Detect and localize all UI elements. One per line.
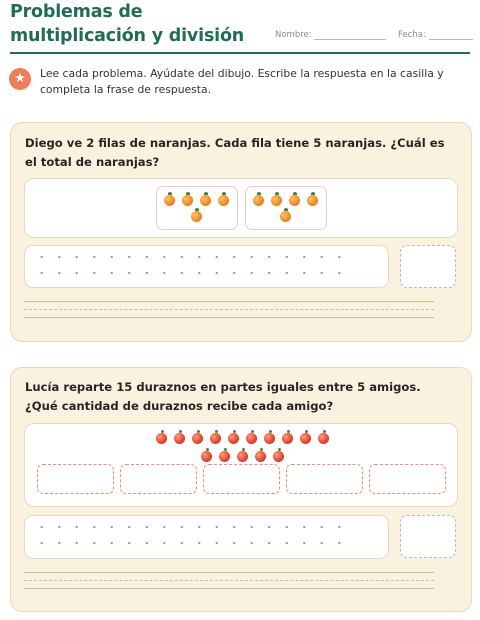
page-title: Problemas de multiplicación y división (10, 2, 245, 46)
date-field[interactable] (398, 30, 473, 40)
peach-icon (237, 451, 248, 462)
peach-icon (192, 433, 203, 444)
star-icon: ★ (9, 68, 31, 90)
share-box-2[interactable] (120, 464, 197, 494)
peach-icon (282, 433, 293, 444)
orange-icon (307, 195, 318, 206)
problem-2-work-area[interactable] (24, 515, 389, 559)
peach-icon (228, 433, 239, 444)
dot-row (33, 272, 345, 274)
answer-line[interactable] (24, 588, 434, 589)
problem-2-question: Lucía reparte 15 duraznos en partes iguales entre 5 amigos. ¿Qué cantidad de duraznos recibe cada amigo? (25, 380, 421, 413)
share-box-3[interactable] (203, 464, 280, 494)
peach-icon (174, 433, 185, 444)
share-box-4[interactable] (286, 464, 363, 494)
dot-row (33, 526, 345, 528)
orange-icon (271, 195, 282, 206)
orange-icon (200, 195, 211, 206)
name-line (314, 39, 386, 40)
share-box-1[interactable] (37, 464, 114, 494)
peach-icon (246, 433, 257, 444)
share-box-5[interactable] (369, 464, 446, 494)
problem-card-1 (10, 122, 472, 342)
header-rule (10, 52, 470, 54)
problem-1-answer-box[interactable] (400, 245, 456, 288)
dot-row (33, 256, 345, 258)
dot-row (33, 542, 345, 544)
problem-card-2 (10, 367, 472, 612)
orange-icon (289, 195, 300, 206)
peach-icon (219, 451, 230, 462)
instructions-text: Lee cada problema. Ayúdate del dibujo. Escribe la respuesta en la casilla y completa la frase de respuesta. (40, 67, 444, 96)
orange-icon (191, 211, 202, 222)
peach-icon (156, 433, 167, 444)
name-label: Nombre: (275, 30, 312, 40)
answer-line[interactable] (24, 317, 434, 318)
peach-icon (255, 451, 266, 462)
problem-2-picture (24, 423, 458, 507)
date-line (429, 39, 473, 40)
answer-line[interactable] (24, 572, 434, 573)
name-field[interactable] (275, 30, 386, 40)
answer-guide-line (24, 309, 434, 310)
peach-icon (273, 451, 284, 462)
peach-icon (210, 433, 221, 444)
orange-group-2 (245, 186, 327, 230)
orange-icon (280, 211, 291, 222)
answer-line[interactable] (24, 301, 434, 302)
orange-icon (164, 195, 175, 206)
problem-1-question: Diego ve 2 filas de naranjas. Cada fila tiene 5 naranjas. ¿Cuál es el total de naranjas? (25, 136, 445, 169)
peach-icon (300, 433, 311, 444)
orange-icon (253, 195, 264, 206)
orange-icon (218, 195, 229, 206)
answer-guide-line (24, 580, 434, 581)
peach-icon (264, 433, 275, 444)
peach-icon (201, 451, 212, 462)
orange-group-1 (156, 186, 238, 230)
problem-1-picture (24, 178, 458, 238)
problem-2-answer-box[interactable] (400, 515, 456, 558)
problem-1-work-area[interactable] (24, 245, 389, 288)
orange-icon (182, 195, 193, 206)
peach-icon (318, 433, 329, 444)
date-label: Fecha: (398, 30, 426, 40)
